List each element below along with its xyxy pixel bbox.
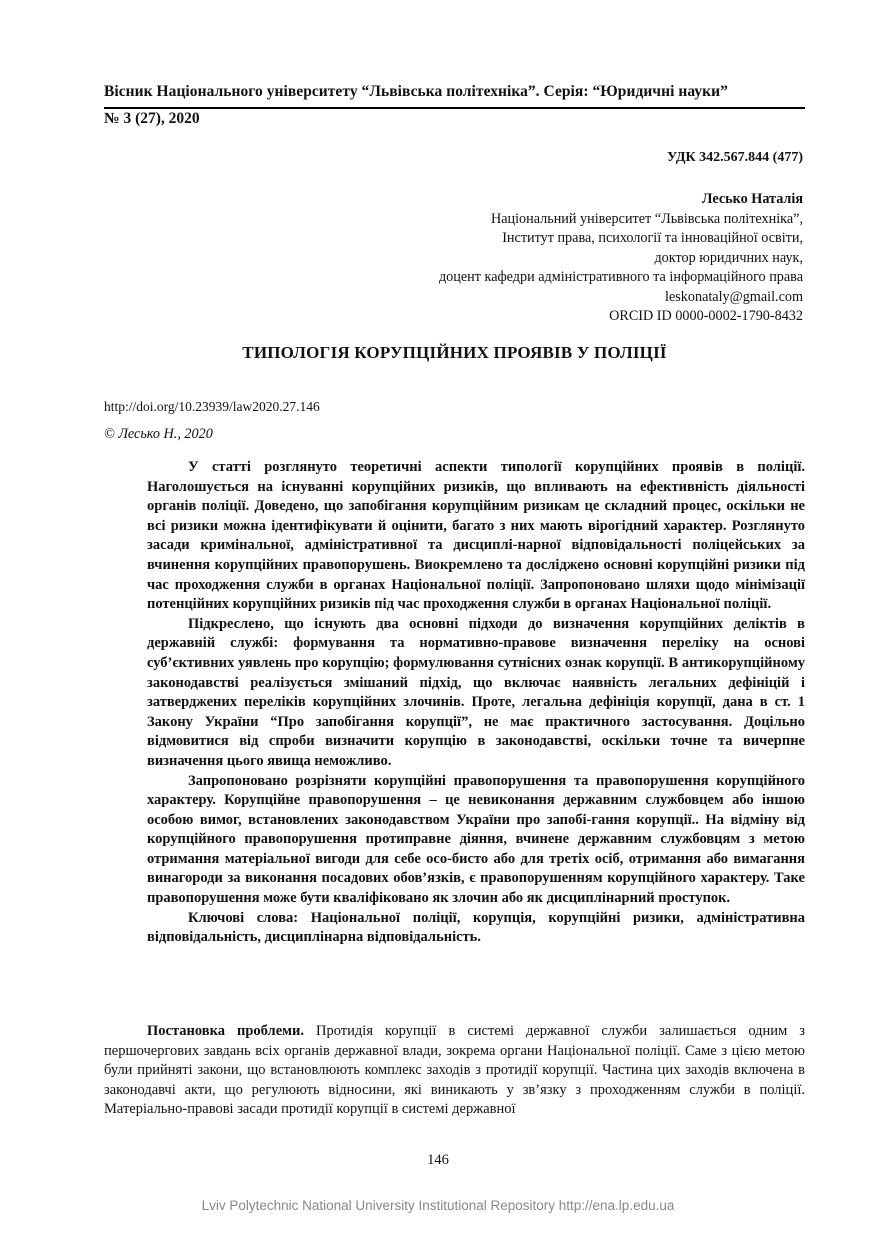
repository-footer: Lviv Polytechnic National University Institutional Repository http://ena.lp.edu.ua <box>201 1198 675 1213</box>
journal-issue: № 3 (27), 2020 <box>104 110 200 127</box>
doi-link[interactable]: http://doi.org/10.23939/law2020.27.146 <box>104 399 320 414</box>
author-orcid: ORCID ID 0000-0002-1790-8432 <box>609 308 803 324</box>
journal-header: Вісник Національного університету “Львівська політехніка”. Серія: “Юридичні науки” <box>104 83 728 100</box>
keywords-label: Ключові слова: <box>188 909 299 926</box>
affiliation-line: доцент кафедри адміністративного та інформаційного права <box>438 269 803 285</box>
page-number: 146 <box>427 1152 449 1168</box>
copyright-line: © Лесько Н., 2020 <box>104 426 213 442</box>
affiliation-line: Національний університет “Львівська політехніка”, <box>490 210 803 227</box>
header-rule <box>104 107 805 109</box>
abstract-paragraph: Підкреслено, що існують два основні підходи до визначення корупційних деліктів в державній службі: формування та нормативно-правове визначення переліку на основі суб’єктивних уявлень про корупцію; формулювання сутнісних ознак корупції. В антикорупційному законодавстві реалізується змішаний підхід, що включає наявність легальних дефініцій і затверджених переліків корупційних злочинів. Проте, легальна дефініція корупції, дана в ст. 1 Закону України “Про запобігання корупції”, не має практичного застосування. Доцільно відмовитися від спроби визначити корупцію в законодавстві, оскільки точне та вичерпне визначення цього явища неможливо. <box>147 615 805 769</box>
body-paragraph-text: Протидія корупції в системі державної служби залишається одним з першочергових завдань всіх органів державної влади, зокрема органи Національної поліції. Саме з цією метою були прийняті закони, що встановлюють комплекс заходів з протидії корупції. Частина цих заходів включена в законодавчі акти, що регулюють відносини, які виникають у зв’язку з проходженням служби в поліції. Матеріально-правові засади протидії корупції в системі державної <box>104 1023 806 1118</box>
abstract-paragraph: У статті розглянуто теоретичні аспекти типології корупційних проявів в поліції. Наголошується на існуванні корупційних ризиків, що впливають на ефективність діяльності органів поліції. Доведено, що запобігання корупційним ризикам це складний процес, оскільки не всі ризики можна ідентифікувати й оцінити, багато з них мають вірогідний характер. Розглянуто засади кримінальної, адміністративної та дисциплі-нарної відповідальності поліцейських за вчинення корупційних правопорушень. Виокремлено та досліджено основні корупційні ризики під час проходження служби в органах Національної поліції. Запропоновано шляхи щодо мінімізації потенційних корупційних ризиків під час проходження служби в органах Національної поліції. <box>147 459 805 613</box>
author-email: leskonataly@gmail.com <box>665 288 803 305</box>
body-text <box>104 1022 805 1120</box>
udk-code: УДК 342.567.844 (477) <box>667 150 803 165</box>
abstract-paragraph: Запропоновано розрізняти корупційні правопорушення та правопорушення корупційного характеру. Корупційне правопорушення – це невиконання державним службовцем або іншою особою вимог, встановлених законодавством України про запобі-гання корупції.. На відміну від корупційного правопорушення протиправне діяння, вчинене державним службовцям з метою отримання матеріальної вигоди для себе осо-бисто або для третіх осіб, отримання або вимагання винагороди за виконання посадових обов’язків, є правопорушенням корупційного характеру. Таке правопорушення може бути кваліфіковано як злочин або як дисциплінарний проступок. <box>147 772 805 907</box>
keywords-text: Національної поліції, корупція, корупційні ризики, адміністративна відповідальність, дисциплінарна відповідальність. <box>147 909 806 946</box>
article-title: ТИПОЛОГІЯ КОРУПЦІЙНИХ ПРОЯВІВ У ПОЛІЦІЇ <box>242 343 667 362</box>
keywords <box>147 909 805 948</box>
section-lead: Постановка проблеми. <box>147 1023 304 1039</box>
affiliation-line: Інститут права, психології та інноваційної освіти, <box>502 230 803 246</box>
abstract <box>147 458 805 948</box>
body-paragraph <box>104 1022 805 1120</box>
author-name: Лесько Наталія <box>701 191 803 207</box>
author-block <box>439 190 803 327</box>
affiliation-line: доктор юридичних наук, <box>654 249 803 266</box>
